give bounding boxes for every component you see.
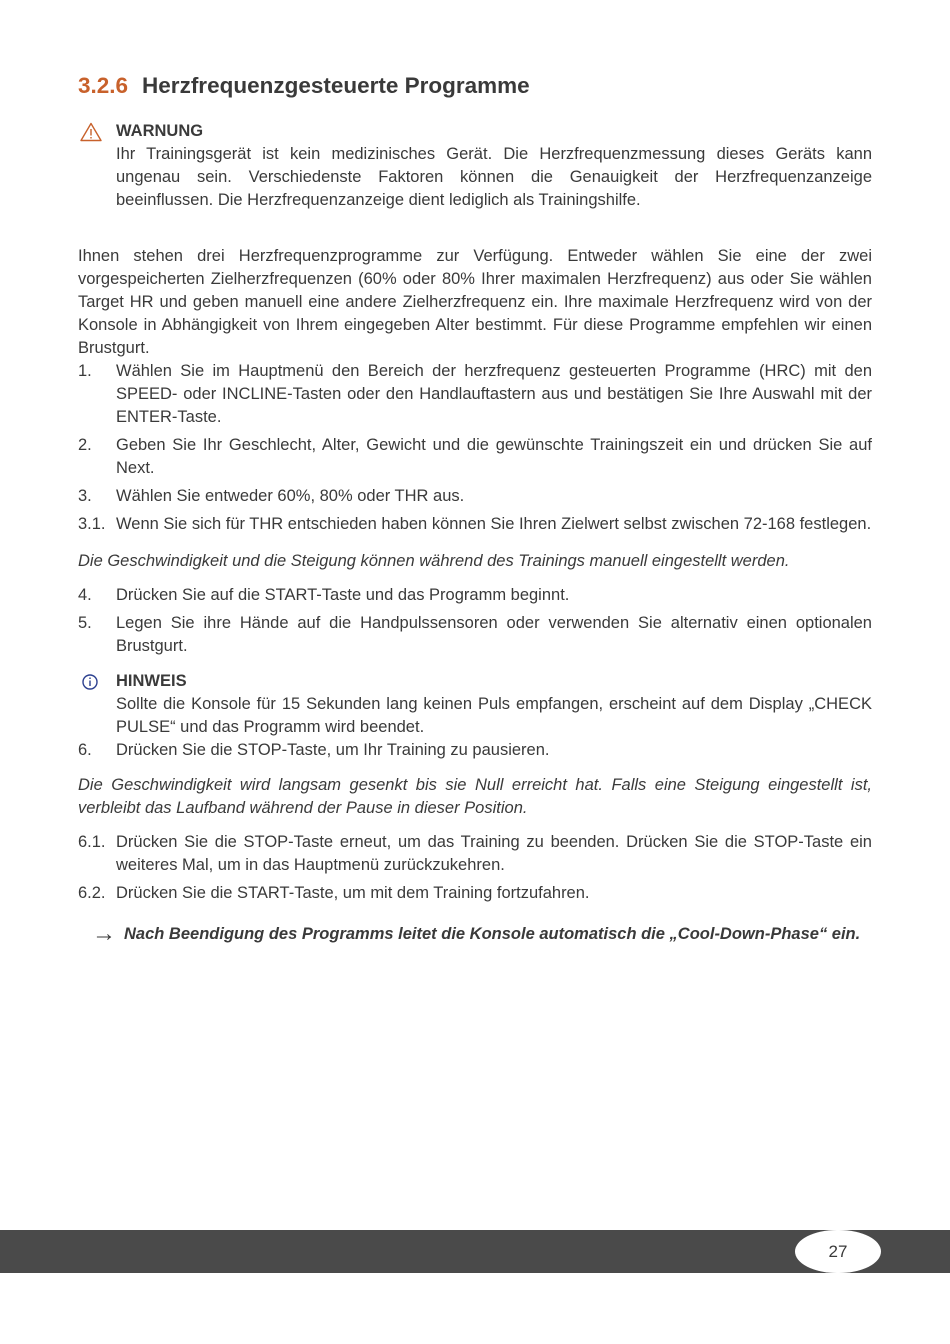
step-number: 4. (78, 586, 92, 604)
list-item (78, 831, 872, 877)
section-heading (78, 72, 872, 100)
step-number: 3.1. (78, 515, 106, 533)
section-title: Herzfrequenzgesteuerte Programme (142, 73, 530, 98)
hint-title: HINWEIS (116, 672, 187, 690)
step-text: Drücken Sie die START-Taste, um mit dem Training fortzufahren. (116, 884, 590, 902)
italic-note: Die Geschwindigkeit und die Steigung können während des Trainings manuell eingestellt werden. (78, 552, 790, 570)
intro-paragraph: Ihnen stehen drei Herzfrequenzprogramme zur Verfügung. Entweder wählen Sie eine der zwei vorgespeicherten Zielherzfrequenzen (60% oder 80% Ihrer maximalen Herzfrequenz) aus oder Sie wählen Target HR und geben manuell eine andere Zielherzfrequenz ein. Ihre maximale Herzfrequenz wird von der Konsole in Abhängigkeit von Ihrem eingegeben Alter bestimmt. Für diese Programme empfehlen wir einen Brustgurt. (78, 247, 872, 357)
warning-text: Ihr Trainingsgerät ist kein medizinisches Gerät. Die Herzfrequenzmessung dieses Geräts kann ungenau sein. Verschiedenste Faktoren können die Genauigkeit der Herzfrequenzanzeige beeinflussen. Die Herzfrequenzanzeige dient lediglich als Trainingshilfe. (116, 145, 872, 209)
warning-triangle-icon (80, 122, 102, 142)
list-item (78, 612, 872, 658)
step-number: 2. (78, 436, 92, 454)
arrow-right-icon: → (92, 920, 116, 947)
step-text: Drücken Sie die STOP-Taste, um Ihr Training zu pausieren. (116, 741, 550, 759)
step-text: Wählen Sie im Hauptmenü den Bereich der herzfrequenz gesteuerten Programme (HRC) mit den SPEED- oder INCLINE-Tasten oder den Handlauftastern aus und bestätigen Sie Ihre Auswahl mit der ENTER-Taste. (116, 362, 872, 426)
list-item (78, 739, 872, 762)
page-number: 27 (795, 1230, 881, 1273)
step-text: Legen Sie ihre Hände auf die Handpulssensoren oder verwenden Sie alternativ einen optionalen Brustgurt. (116, 614, 872, 655)
step-text: Geben Sie Ihr Geschlecht, Alter, Gewicht und die gewünschte Trainingszeit ein und drücken Sie auf Next. (116, 436, 872, 477)
step-text: Wenn Sie sich für THR entschieden haben können Sie Ihren Zielwert selbst zwischen 72-168 festlegen. (116, 515, 872, 533)
list-item (78, 360, 872, 429)
step-text: Drücken Sie auf die START-Taste und das Programm beginnt. (116, 586, 570, 604)
list-item (78, 882, 872, 905)
step-number: 5. (78, 614, 92, 632)
steps-list-b (78, 584, 872, 658)
hint-box (78, 670, 872, 739)
final-note-text: Nach Beendigung des Programms leitet die Konsole automatisch die „Cool-Down-Phase“ ein. (124, 925, 861, 943)
italic-note: Die Geschwindigkeit wird langsam gesenkt bis sie Null erreicht hat. Falls eine Steigung eingestellt ist, verbleibt das Laufband während der Pause in dieser Position. (78, 776, 872, 817)
steps-list-c (78, 739, 872, 762)
section-number: 3.2.6 (78, 73, 129, 98)
list-item (78, 485, 872, 508)
list-item (78, 434, 872, 480)
page-content (78, 60, 872, 946)
step-number: 6. (78, 741, 92, 759)
steps-list-a (78, 360, 872, 536)
step-number: 1. (78, 362, 92, 380)
step-text: Drücken Sie die STOP-Taste erneut, um das Training zu beenden. Drücken Sie die STOP-Taste ein weiteres Mal, um in das Hauptmenü zurückzukehren. (116, 833, 872, 874)
warning-title: WARNUNG (116, 122, 204, 140)
warning-box (78, 120, 872, 212)
info-circle-icon (80, 672, 102, 692)
step-number: 6.2. (78, 884, 106, 902)
list-item (78, 584, 872, 607)
hint-text: Sollte die Konsole für 15 Sekunden lang keinen Puls empfangen, erscheint auf dem Display „CHECK PULSE“ und das Programm wird beendet. (116, 695, 872, 736)
steps-list-d (78, 831, 872, 905)
step-text: Wählen Sie entweder 60%, 80% oder THR aus. (116, 487, 465, 505)
final-note (78, 922, 872, 946)
step-number: 3. (78, 487, 92, 505)
step-number: 6.1. (78, 833, 106, 851)
list-item (78, 513, 872, 536)
